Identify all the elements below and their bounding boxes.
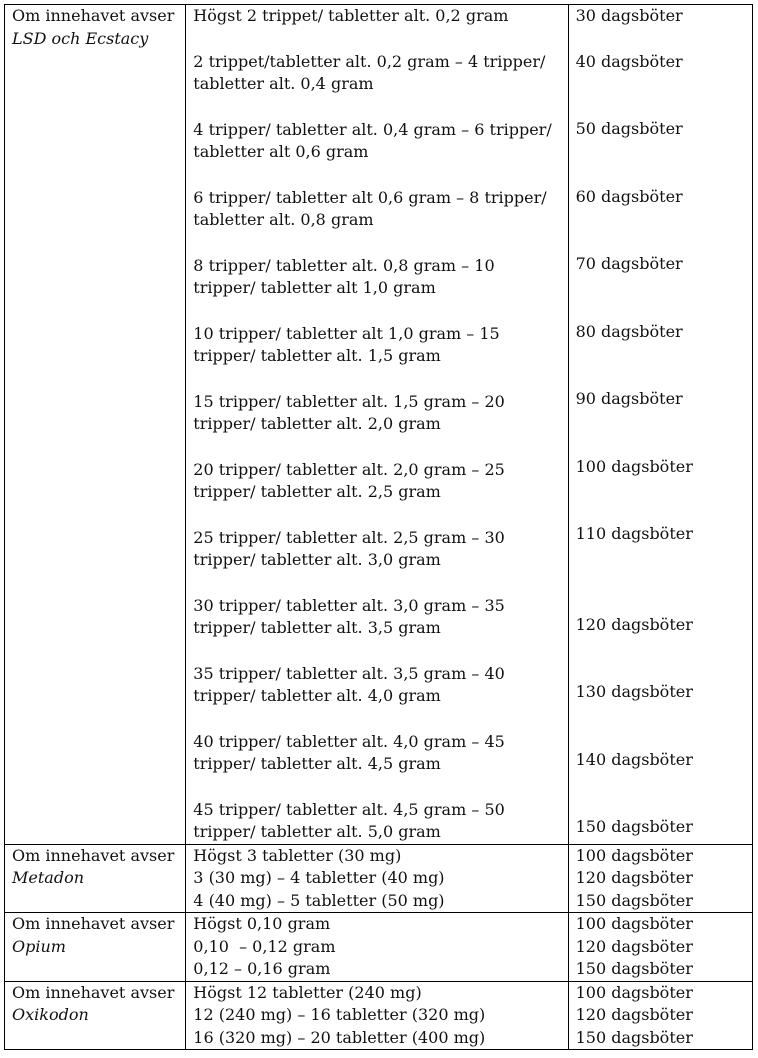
quantity-entry: 2 trippet/tabletter alt. 0,2 gram – 4 tripper/ tabletter alt. 0,4 gram [193,51,546,93]
fine-entry: 90 dagsböter [575,389,683,408]
quantity-cell [186,981,568,1050]
quantity-entry: 45 tripper/ tabletter alt. 4,5 gram – 50 tripper/ tabletter alt. 5,0 gram [193,799,505,841]
substance-name: LSD och Ecstacy [12,28,149,48]
fine-schedule-table [4,4,753,1050]
quantity-entry: 25 tripper/ tabletter alt. 2,5 gram – 30 tripper/ tabletter alt. 3,0 gram [193,527,505,569]
quantity-entry: 12 (240 mg) – 16 tabletter (320 mg) [193,1005,486,1024]
quantity-entry: 30 tripper/ tabletter alt. 3,0 gram – 35 tripper/ tabletter alt. 3,5 gram [193,595,505,637]
fine-entry: 150 dagsböter [575,959,693,978]
fine-entry: 100 dagsböter [575,914,693,933]
quantity-entry: 3 (30 mg) – 4 tabletter (40 mg) [193,868,445,887]
fine-entry: 50 dagsböter [575,119,683,138]
fine-cell [568,5,752,845]
fine-entry: 120 dagsböter [575,936,693,956]
substance-label-cell [5,5,186,845]
fine-entry: 100 dagsböter [575,982,693,1002]
substance-name: Oxikodon [12,1005,89,1024]
fine-entry: 150 dagsböter [575,817,693,836]
fine-entry: 150 dagsböter [575,1027,693,1047]
quantity-cell [186,5,568,845]
fine-entry: 140 dagsböter [575,749,693,769]
section-lsd-ecstacy [5,5,753,845]
quantity-entry: 8 tripper/ tabletter alt. 0,8 gram – 10 tripper/ tabletter alt 1,0 gram [193,255,495,297]
quantity-entry: 40 tripper/ tabletter alt. 4,0 gram – 45 tripper/ tabletter alt. 4,5 gram [193,731,505,773]
substance-name: Metadon [12,868,84,887]
fine-entry: 120 dagsböter [575,614,693,634]
label-prefix: Om innehavet avser [12,982,175,1002]
quantity-entry: 6 tripper/ tabletter alt 0,6 gram – 8 tripper/ tabletter alt. 0,8 gram [193,187,547,229]
quantity-entry: 20 tripper/ tabletter alt. 2,0 gram – 25 tripper/ tabletter alt. 2,5 gram [193,459,505,501]
quantity-entry: 0,10 – 0,12 gram [193,936,336,956]
quantity-entry: Högst 3 tabletter (30 mg) [193,845,402,865]
fine-cell [568,913,752,982]
fine-entry: 120 dagsböter [575,868,693,887]
quantity-entry: Högst 2 trippet/ tabletter alt. 0,2 gram [193,6,509,25]
section-metadon [5,844,753,913]
fine-entry: 150 dagsböter [575,890,693,910]
label-prefix: Om innehavet avser [12,914,175,933]
quantity-entry: 10 tripper/ tabletter alt 1,0 gram – 15 tripper/ tabletter alt. 1,5 gram [193,323,500,365]
quantity-entry: 4 (40 mg) – 5 tabletter (50 mg) [193,890,445,910]
substance-label-cell [5,844,186,913]
fine-entry: 40 dagsböter [575,51,683,71]
substance-label-cell [5,913,186,982]
quantity-entry: Högst 12 tabletter (240 mg) [193,982,422,1002]
fine-cell [568,844,752,913]
fine-entry: 60 dagsböter [575,186,683,206]
fine-entry: 70 dagsböter [575,254,683,273]
substance-label-cell [5,981,186,1050]
quantity-entry: Högst 0,10 gram [193,914,331,933]
substance-name: Opium [12,936,66,956]
label-prefix: Om innehavet avser [12,6,175,25]
quantity-cell [186,913,568,982]
quantity-entry: 0,12 – 0,16 gram [193,959,331,978]
fine-entry: 30 dagsböter [575,6,683,25]
quantity-entry: 35 tripper/ tabletter alt. 3,5 gram – 40 tripper/ tabletter alt. 4,0 gram [193,663,505,705]
fine-cell [568,981,752,1050]
quantity-entry: 16 (320 mg) – 20 tabletter (400 mg) [193,1027,486,1047]
fine-entry: 110 dagsböter [575,524,693,543]
fine-entry: 80 dagsböter [575,321,683,341]
section-opium [5,913,753,982]
quantity-cell [186,844,568,913]
section-oxikodon [5,981,753,1050]
fine-entry: 100 dagsböter [575,845,693,865]
fine-entry: 100 dagsböter [575,456,693,476]
label-prefix: Om innehavet avser [12,845,175,865]
quantity-entry: 15 tripper/ tabletter alt. 1,5 gram – 20 tripper/ tabletter alt. 2,0 gram [193,391,505,433]
quantity-entry: 4 tripper/ tabletter alt. 0,4 gram – 6 tripper/ tabletter alt 0,6 gram [193,119,552,161]
fine-entry: 130 dagsböter [575,682,693,701]
fine-entry: 120 dagsböter [575,1005,693,1024]
